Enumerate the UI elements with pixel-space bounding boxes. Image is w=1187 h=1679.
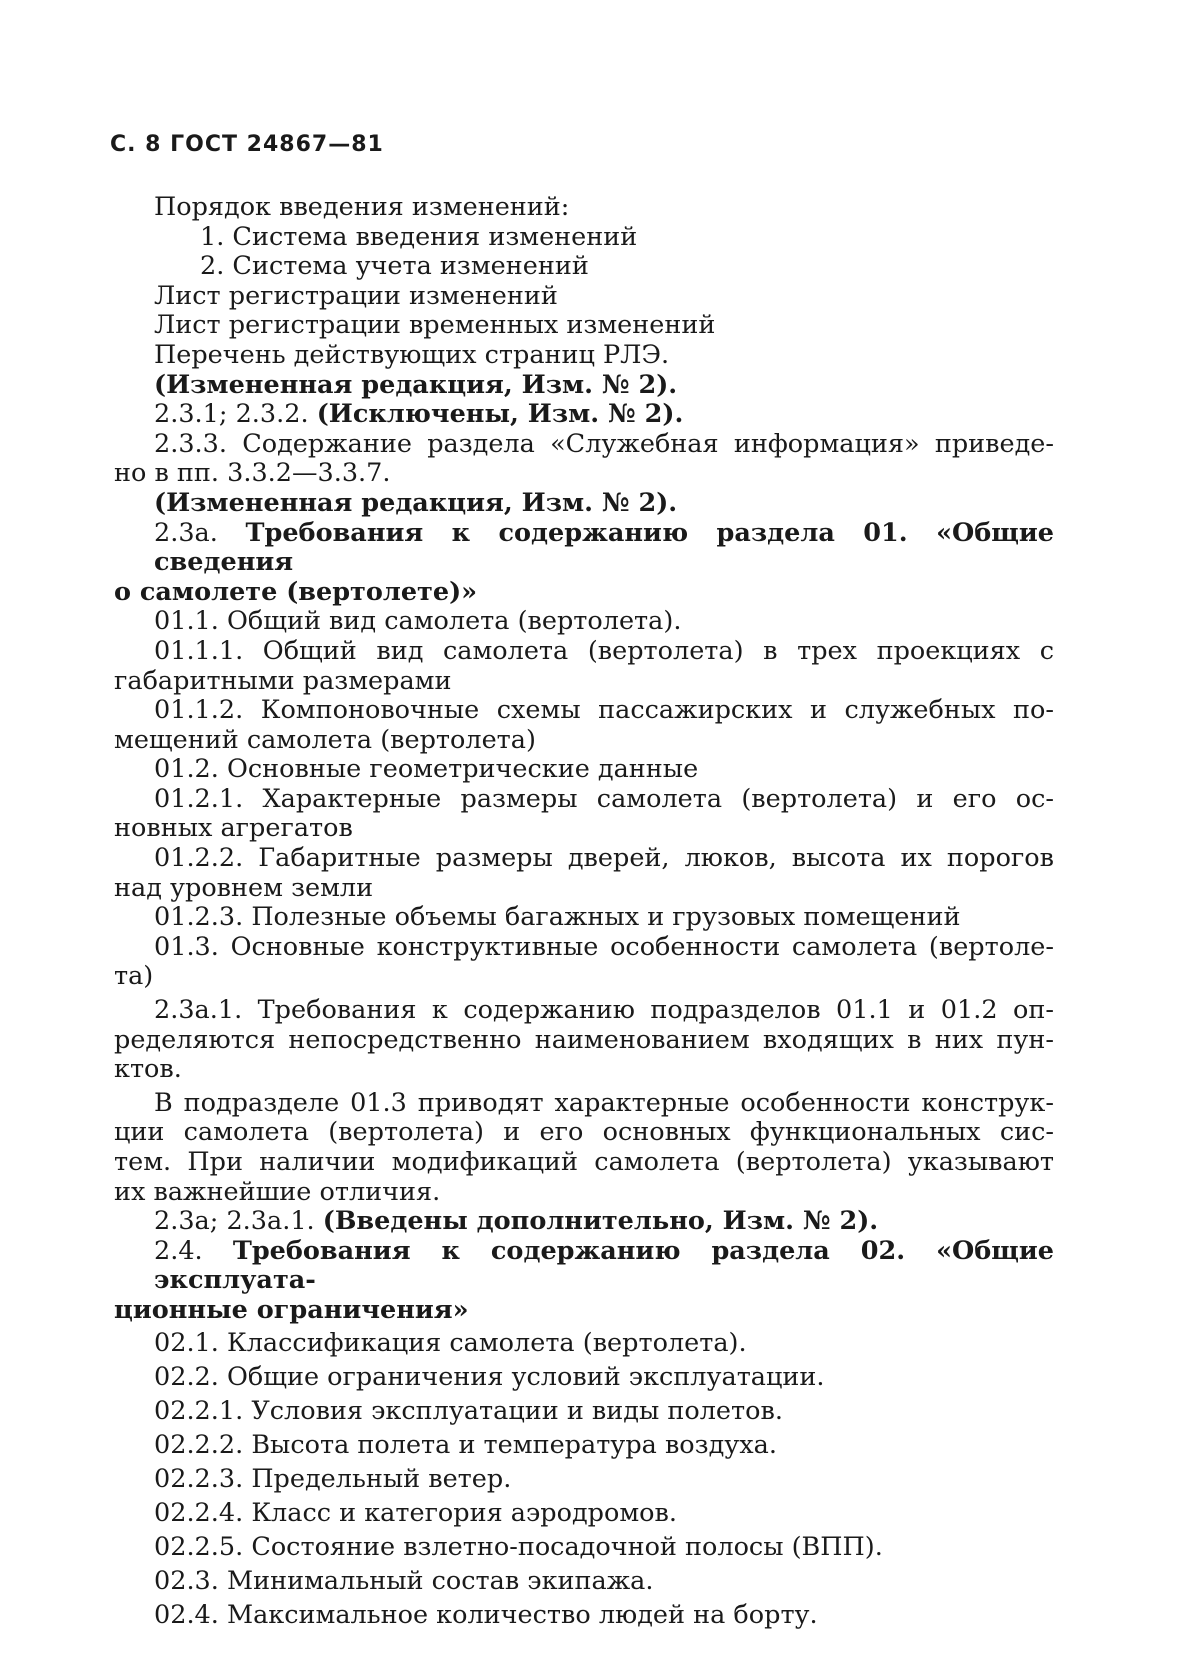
text-line: 02.1. Классификация самолета (вертолета).: [154, 1327, 747, 1358]
text-line: ции самолета (вертолета) и его основных функциональных сис-: [114, 1117, 1054, 1148]
amendment-note: (Измененная редакция, Изм. № 2).: [154, 369, 678, 400]
section-heading: 2.3а. Требования к содержанию раздела 01. «Общие сведения: [154, 517, 1054, 578]
text-line: 02.2.2. Высота полета и температура воздуха.: [154, 1429, 777, 1460]
text-line: над уровнем земли: [114, 872, 374, 903]
text-line: 01.1. Общий вид самолета (вертолета).: [154, 606, 682, 637]
text-line: та): [114, 961, 154, 992]
text-line: 01.1.1. Общий вид самолета (вертолета) в трех проекциях с: [154, 635, 1054, 666]
text-line: габаритными размерами: [114, 665, 452, 696]
text-line: Лист регистрации временных изменений: [154, 310, 716, 341]
text-line: 2.3а.1. Требования к содержанию подразделов 01.1 и 01.2 оп-: [154, 995, 1054, 1026]
text-line: их важнейшие отличия.: [114, 1176, 441, 1207]
text-line: 02.2.5. Состояние взлетно-посадочной полосы (ВПП).: [154, 1531, 883, 1562]
amendment-note: (Введены дополнительно, Изм. № 2).: [322, 1206, 879, 1237]
text-line: 02.2.3. Предельный ветер.: [154, 1463, 512, 1494]
text-line: 2.3а; 2.3а.1. (Введены дополнительно, Изм. № 2).: [154, 1206, 879, 1237]
text-line: тем. При наличии модификаций самолета (вертолета) указывают: [114, 1147, 1054, 1177]
text-line: ределяются непосредственно наименованием входящих в них пун-: [114, 1024, 1054, 1055]
text-line: 1. Система введения изменений: [200, 221, 638, 252]
text-line: 2.3.1; 2.3.2. (Исключены, Изм. № 2).: [154, 399, 684, 430]
text-line: Перечень действующих страниц РЛЭ.: [154, 339, 670, 370]
text-line: 01.2. Основные геометрические данные: [154, 754, 699, 785]
text-line: 02.4. Максимальное количество людей на борту.: [154, 1599, 818, 1630]
text-line: Лист регистрации изменений: [154, 280, 558, 311]
page-header: С. 8 ГОСТ 24867—81: [110, 132, 384, 157]
text-line: 02.2. Общие ограничения условий эксплуатации.: [154, 1361, 825, 1392]
section-heading: ционные ограничения»: [114, 1294, 469, 1325]
section-heading: 2.4. Требования к содержанию раздела 02. «Общие эксплуата-: [154, 1235, 1054, 1296]
text-line: новных агрегатов: [114, 813, 353, 844]
text-line: 01.2.2. Габаритные размеры дверей, люков, высота их порогов: [154, 843, 1054, 874]
text-line: 02.2.4. Класс и категория аэродромов.: [154, 1497, 677, 1528]
section-heading: о самолете (вертолете)»: [114, 576, 478, 607]
text-line: 01.2.3. Полезные объемы багажных и грузовых помещений: [154, 902, 961, 933]
text-line: 2.3.3. Содержание раздела «Служебная информация» приведе-: [154, 428, 1054, 459]
text-line: 01.3. Основные конструктивные особенности самолета (вертоле-: [154, 931, 1054, 962]
text-line: 02.3. Минимальный состав экипажа.: [154, 1565, 654, 1596]
text-line: Порядок введения изменений:: [154, 192, 570, 222]
text-line: 01.1.2. Компоновочные схемы пассажирских и служебных по-: [154, 695, 1054, 726]
text-line: В подразделе 01.3 приводят характерные особенности конструк-: [154, 1087, 1054, 1118]
amendment-note: (Измененная редакция, Изм. № 2).: [154, 487, 678, 518]
document-body: [114, 193, 1054, 1632]
text-line: 01.2.1. Характерные размеры самолета (вертолета) и его ос-: [154, 783, 1054, 814]
text-line: но в пп. 3.3.2—3.3.7.: [114, 458, 391, 489]
text-line: 2. Система учета изменений: [200, 251, 589, 282]
text-line: 02.2.1. Условия эксплуатации и виды полетов.: [154, 1395, 783, 1426]
amendment-note: (Исключены, Изм. № 2).: [316, 399, 684, 430]
text-line: ктов.: [114, 1054, 182, 1085]
text-line: мещений самолета (вертолета): [114, 724, 536, 755]
